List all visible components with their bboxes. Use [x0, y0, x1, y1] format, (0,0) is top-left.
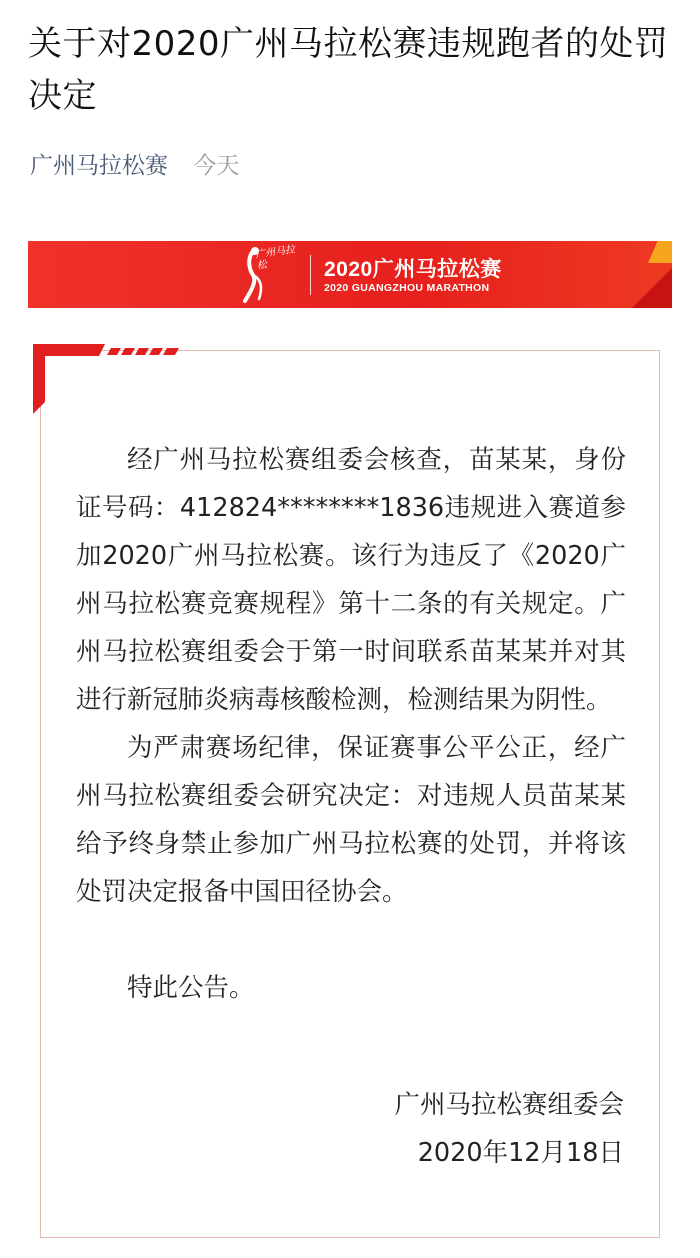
notice-date: 2020年12月18日	[417, 1138, 624, 1168]
banner-title: 2020广州马拉松赛	[324, 258, 502, 281]
notice-signature	[394, 1081, 624, 1177]
article-title: 关于对2020广州马拉松赛违规跑者的处罚决定	[28, 24, 669, 116]
banner-logo-text: 广州马拉松	[254, 244, 296, 272]
frame-corner-decoration	[33, 344, 193, 414]
banner-divider	[310, 255, 311, 295]
account-name-link[interactable]: 广州马拉松赛	[30, 153, 168, 179]
signer-name: 广州马拉松赛组委会	[394, 1090, 624, 1120]
notice-paragraph-3: 特此公告。	[127, 973, 255, 1003]
notice-paragraph-1: 经广州马拉松赛组委会核查，苗某某，身份证号码：412824********1836违规进入赛道参加2020广州马拉松赛。该行为违反了《2020广州马拉松赛竞赛规程》第十二条的有关规定。广州马拉松赛组委会于第一时间联系苗某某并对其进行新冠肺炎病毒核酸检测，检测结果为阴性。	[76, 445, 626, 715]
notice-paragraph-2: 为严肃赛场纪律，保证赛事公平公正，经广州马拉松赛组委会研究决定：对违规人员苗某某给予终身禁止参加广州马拉松赛的处罚，并将该处罚决定报备中国田径协会。	[76, 733, 626, 907]
marathon-banner-image	[28, 241, 672, 308]
banner-stripe-decoration	[648, 241, 672, 263]
banner-subtitle: 2020 GUANGZHOU MARATHON	[324, 282, 490, 294]
banner-corner-decoration	[632, 268, 672, 308]
article-meta	[30, 148, 239, 184]
notice-body	[76, 436, 626, 1012]
publish-time: 今天	[193, 153, 240, 179]
